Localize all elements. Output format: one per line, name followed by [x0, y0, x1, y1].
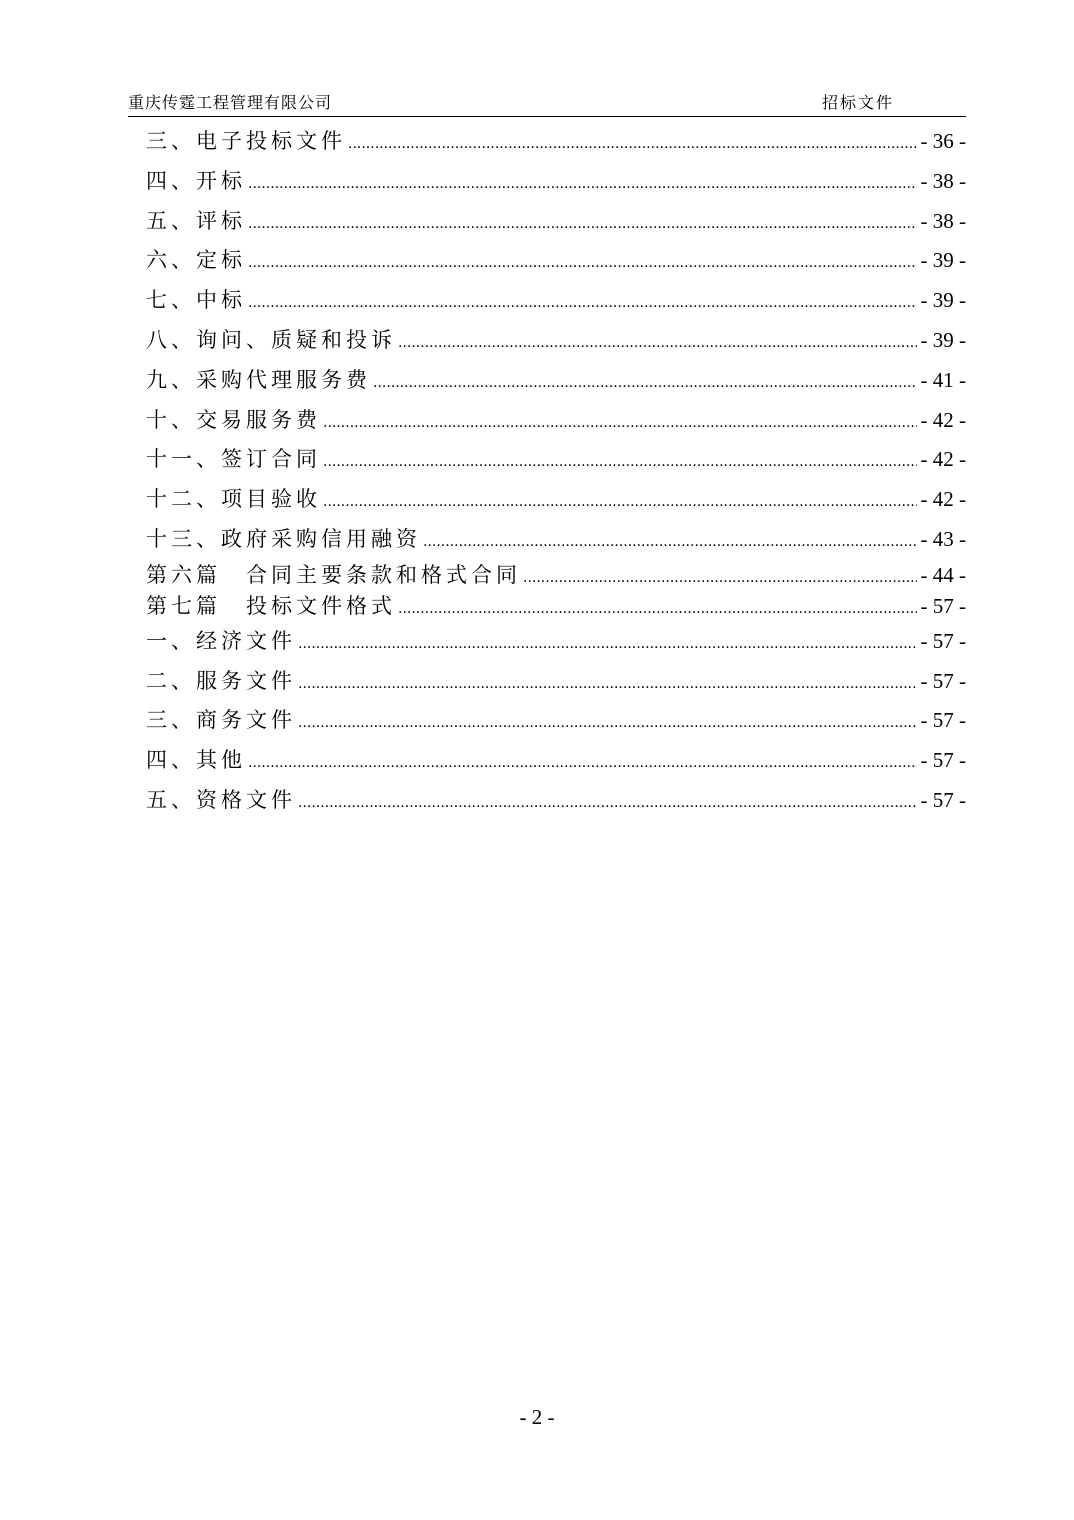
toc-leader-dots [298, 784, 917, 824]
toc-entry-page: - 42 - [920, 447, 966, 472]
toc-leader-dots [373, 364, 917, 404]
toc-leader-dots [398, 594, 917, 625]
toc-entry[interactable] [146, 241, 966, 281]
toc-entry[interactable] [146, 520, 966, 560]
toc-entry-page: - 44 - [920, 562, 966, 587]
toc-leader-dots [298, 704, 917, 744]
toc-entry-page: - 57 - [920, 593, 966, 618]
toc-entry[interactable] [146, 662, 966, 702]
toc-entry-page: - 57 - [920, 668, 966, 693]
toc-entry-title: 八、询问、质疑和投诉 [146, 327, 396, 352]
toc-entry[interactable] [146, 321, 966, 361]
toc-entry[interactable] [146, 480, 966, 520]
toc-leader-dots [248, 205, 917, 245]
toc-entry-title: 十三、政府采购信用融资 [146, 526, 421, 551]
toc-leader-dots [323, 404, 917, 444]
toc-entry[interactable] [146, 401, 966, 441]
toc-entry-title: 四、开标 [146, 168, 246, 193]
toc-entry-title: 五、资格文件 [146, 787, 296, 812]
toc-entry-page: - 36 - [920, 129, 966, 153]
toc-entry[interactable] [146, 622, 966, 662]
header-company-name: 重庆传霆工程管理有限公司 [128, 93, 333, 112]
toc-entry-title: 四、其他 [146, 748, 246, 773]
header-document-type: 招标文件 [821, 93, 894, 112]
toc-entry-title: 九、采购代理服务费 [146, 367, 371, 392]
toc-entry-page: - 39 - [920, 288, 966, 313]
toc-entry[interactable] [146, 202, 966, 242]
toc-entry-title: 一、经济文件 [146, 628, 296, 653]
toc-entry-title: 五、评标 [146, 208, 246, 233]
toc-entry[interactable] [146, 741, 966, 781]
toc-entry-title: 十一、签订合同 [146, 447, 321, 472]
toc-leader-dots [248, 744, 917, 784]
toc-leader-dots [348, 125, 917, 165]
toc-entry-page: - 41 - [920, 367, 966, 392]
toc-leader-dots [248, 284, 917, 324]
toc-entry-page: - 42 - [920, 487, 966, 512]
toc-entry-title: 十、交易服务费 [146, 407, 321, 432]
toc-entry-page: - 42 - [920, 407, 966, 432]
toc-entry[interactable] [146, 440, 966, 480]
toc-entry[interactable] [146, 122, 966, 162]
toc-leader-dots [398, 324, 917, 364]
toc-entry-title: 十二、项目验收 [146, 487, 321, 512]
toc-leader-dots [323, 443, 917, 483]
table-of-contents [146, 122, 966, 821]
toc-entry-page: - 39 - [920, 248, 966, 273]
page-number: - 2 - [519, 1405, 555, 1429]
toc-entry-title: 三、电子投标文件 [146, 129, 346, 153]
toc-entry-page: - 39 - [920, 327, 966, 352]
toc-leader-dots [248, 244, 917, 284]
toc-entry-title: 第六篇 合同主要条款和格式合同 [146, 562, 521, 587]
toc-leader-dots [298, 665, 917, 705]
toc-entry-page: - 43 - [920, 526, 966, 551]
toc-entry-title: 七、中标 [146, 288, 246, 313]
toc-entry-title: 三、商务文件 [146, 708, 296, 733]
toc-entry[interactable] [146, 781, 966, 821]
toc-entry[interactable] [146, 591, 966, 622]
toc-entry[interactable] [146, 162, 966, 202]
toc-leader-dots [298, 625, 917, 665]
toc-entry-page: - 38 - [920, 168, 966, 193]
toc-entry-title: 第七篇 投标文件格式 [146, 593, 396, 618]
toc-leader-dots [423, 523, 917, 563]
toc-entry[interactable] [146, 361, 966, 401]
toc-entry[interactable] [146, 701, 966, 741]
toc-entry-title: 二、服务文件 [146, 668, 296, 693]
toc-leader-dots [323, 483, 917, 523]
toc-entry-title: 六、定标 [146, 248, 246, 273]
toc-entry[interactable] [146, 560, 966, 591]
toc-entry-page: - 38 - [920, 208, 966, 233]
page-header [128, 88, 966, 117]
toc-leader-dots [248, 165, 917, 205]
toc-entry[interactable] [146, 281, 966, 321]
toc-entry-page: - 57 - [920, 628, 966, 653]
toc-entry-page: - 57 - [920, 708, 966, 733]
toc-entry-page: - 57 - [920, 748, 966, 773]
toc-entry-page: - 57 - [920, 787, 966, 812]
toc-leader-dots [523, 563, 917, 594]
